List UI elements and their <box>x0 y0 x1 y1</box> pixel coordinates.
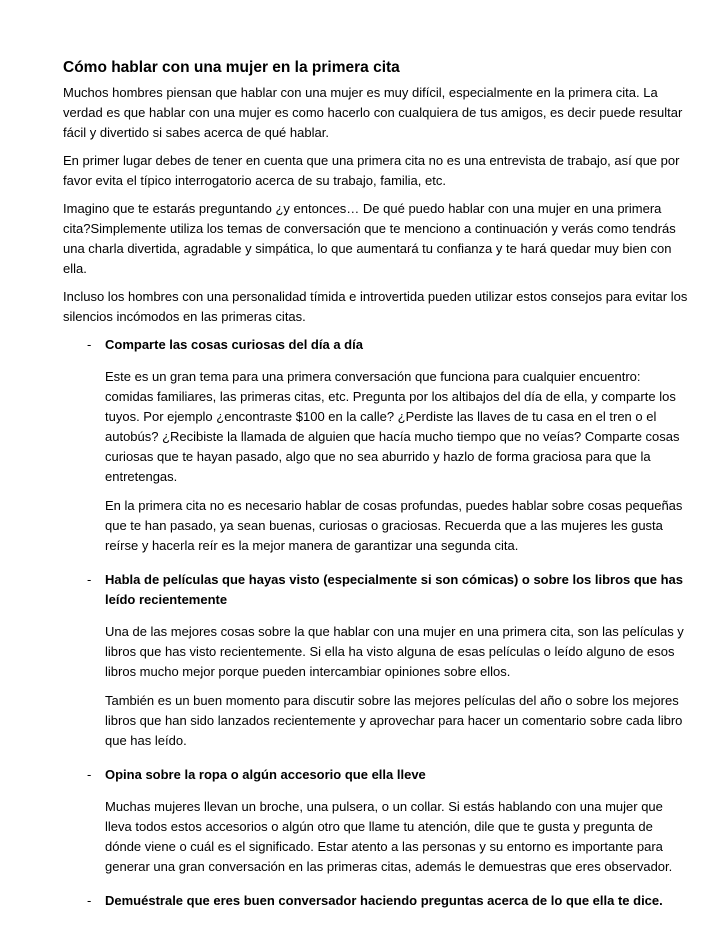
bullet-dash: - <box>87 572 92 587</box>
list-item-heading: Demuéstrale que eres buen conversador haciendo preguntas acerca de lo que ella te dice. <box>105 893 663 908</box>
list-item-paragraph: Una de las mejores cosas sobre la que hablar con una mujer en una primera cita, son las películas y libros que has visto recientemente. Si ella ha visto alguna de esas películas o leído alguno de esos libros mucho mejor porque pueden intercambiar opiniones sobre ellos. <box>105 624 684 679</box>
list-item-heading: Comparte las cosas curiosas del día a día <box>105 337 363 352</box>
list-item <box>63 891 691 911</box>
intro-paragraph: Muchos hombres piensan que hablar con una mujer es muy difícil, especialmente en la primera cita. La verdad es que hablar con una mujer es como hacerlo con cualquiera de tus amigos, es decir puede resultar fácil y divertido si sabes acerca de qué hablar. <box>63 85 683 140</box>
list-item <box>63 335 691 556</box>
tips-list <box>63 335 691 911</box>
list-item-paragraph: En la primera cita no es necesario hablar de cosas profundas, puedes hablar sobre cosas pequeñas que te han pasado, ya sean buenas, curiosas o graciosas. Recuerda que a las mujeres les gusta reírse y hacerla reír es la mejor manera de garantizar una segunda cita. <box>105 498 683 553</box>
list-item <box>63 765 691 877</box>
list-item-heading: Opina sobre la ropa o algún accesorio que ella lleve <box>105 767 426 782</box>
bullet-dash: - <box>87 767 92 782</box>
bullet-dash: - <box>87 893 92 908</box>
list-item-paragraph: También es un buen momento para discutir sobre las mejores películas del año o sobre los mejores libros que han sido lanzados recientemente y aprovechar para hacer un comentario sobre cada libro que has leído. <box>105 693 683 748</box>
intro-paragraph: Imagino que te estarás preguntando ¿y entonces… De qué puedo hablar con una mujer en una primera cita?Simplemente utiliza los temas de conversación que te menciono a continuación y verás como tendrás una charla divertida, agradable y simpática, lo que aumentará tu confianza y te hará quedar muy bien con ella. <box>63 201 676 276</box>
intro-paragraph: Incluso los hombres con una personalidad tímida e introvertida pueden utilizar estos consejos para evitar los silencios incómodos en las primeras citas. <box>63 289 688 324</box>
list-item-heading: Habla de películas que hayas visto (especialmente si son cómicas) o sobre los libros que has leído recientemente <box>105 572 683 607</box>
document-page <box>63 58 691 923</box>
bullet-dash: - <box>87 337 92 352</box>
document-title: Cómo hablar con una mujer en la primera cita <box>63 59 400 76</box>
list-item <box>63 570 691 751</box>
intro-paragraph: En primer lugar debes de tener en cuenta que una primera cita no es una entrevista de trabajo, así que por favor evita el típico interrogatorio acerca de su trabajo, familia, etc. <box>63 153 680 188</box>
list-item-paragraph: Muchas mujeres llevan un broche, una pulsera, o un collar. Si estás hablando con una mujer que lleva todos estos accesorios o algún otro que llame tu atención, dile que te gusta y pregunta de dónde viene o cuál es el significado. Estar atento a las personas y su entorno es importante para generar una gran conversación en las primeras citas, además le demuestras que eres observador. <box>105 799 673 874</box>
list-item-paragraph: Este es un gran tema para una primera conversación que funciona para cualquier encuentro: comidas familiares, las primeras citas, etc. Pregunta por los altibajos del día de ella, y comparte los tuyos. Por ejemplo ¿encontraste $100 en la calle? ¿Perdiste las llaves de tu casa en el tren o el autobús? ¿Recibiste la llamada de alguien que hacía mucho tiempo que no veías? Comparte cosas curiosas que te hayan pasado, algo que no sea aburrido y hazlo de forma graciosa para que la entretengas. <box>105 369 680 484</box>
